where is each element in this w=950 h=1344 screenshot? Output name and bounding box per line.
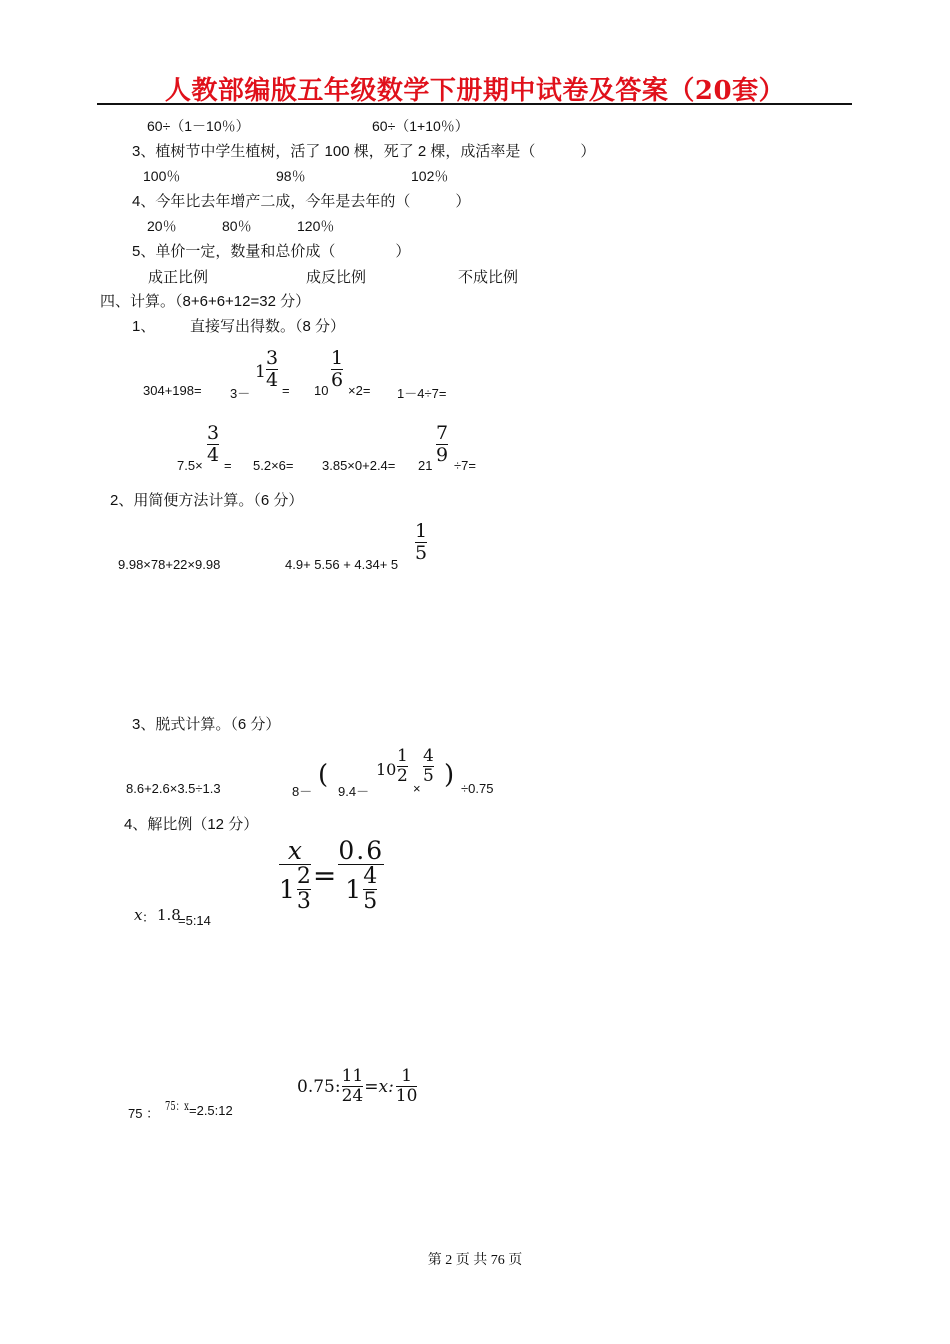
q4-option-a: 20％ bbox=[147, 218, 177, 234]
fraction-numerator: 4 bbox=[423, 746, 434, 766]
proportion-4-fraction-1 bbox=[342, 1068, 364, 1105]
direct-expr-5-prefix: 7.5× bbox=[177, 458, 203, 473]
sub1-number: 1、 bbox=[132, 318, 156, 335]
direct-expr-8-fraction bbox=[436, 424, 448, 465]
mixed-whole: 1 bbox=[279, 875, 295, 904]
mixed-fraction bbox=[363, 866, 377, 913]
proportion-2-equals: = bbox=[312, 859, 337, 892]
steps-expr-2-whole: 10 bbox=[376, 760, 397, 779]
direct-expr-8-prefix: 21 bbox=[418, 458, 433, 473]
fraction-denominator: 2 bbox=[397, 766, 408, 786]
mixed-whole: 1 bbox=[345, 875, 362, 904]
direct-expr-4: 1－4÷7= bbox=[397, 386, 447, 401]
direct-expr-8-suffix: ÷7= bbox=[454, 458, 476, 473]
q3-option-a: 100％ bbox=[143, 168, 181, 184]
proportion-2 bbox=[279, 838, 384, 913]
steps-paren-open: ( bbox=[318, 760, 329, 790]
fraction-numerator: 3 bbox=[207, 422, 220, 444]
proportion-2-right-denominator bbox=[345, 866, 377, 913]
fraction-numerator: 3 bbox=[266, 347, 279, 369]
simplify-expr-2-fraction bbox=[415, 522, 427, 563]
simplify-title: 2、用简便方法计算。（6 分） bbox=[110, 492, 304, 509]
fraction-numerator: 4 bbox=[363, 864, 378, 889]
simplify-expr-2: 4.9+ 5.56 + 4.34+ 5 bbox=[285, 557, 399, 572]
proportion-2-left bbox=[279, 838, 311, 913]
q4-option-b: 80％ bbox=[222, 218, 252, 234]
simplify-expr-1: 9.98×78+22×9.98 bbox=[118, 557, 221, 572]
q4-question: 4、今年比去年增产二成，今年是去年的（ ） bbox=[132, 193, 471, 210]
section-4-title: 四、计算。（8+6+6+12=32 分） bbox=[100, 293, 311, 310]
proportion-4-middle: =x: bbox=[364, 1076, 394, 1097]
direct-expr-3-fraction bbox=[331, 349, 343, 390]
direct-expr-6: 5.2×6= bbox=[253, 458, 294, 473]
steps-expr-2-end: ÷0.75 bbox=[461, 781, 494, 796]
direct-expr-2-equals: = bbox=[282, 383, 290, 398]
proportion-3-rest: =2.5:12 bbox=[189, 1103, 233, 1118]
fraction-numerator: 1 bbox=[415, 520, 428, 542]
direct-expr-5-fraction bbox=[207, 424, 219, 465]
direct-expr-2-whole: 1 bbox=[255, 362, 266, 382]
fraction-denominator: 3 bbox=[296, 889, 311, 914]
proportion-4 bbox=[297, 1068, 417, 1105]
steps-expr-2-times: × bbox=[413, 781, 421, 796]
q3-option-c: 102％ bbox=[411, 168, 449, 184]
q3-option-b: 98％ bbox=[276, 168, 306, 184]
direct-expr-2-prefix: 3－ bbox=[230, 386, 251, 401]
direct-expr-3-suffix: ×2= bbox=[348, 383, 371, 398]
steps-expr-2-fraction-1 bbox=[397, 748, 408, 785]
proportion-4-left: 0.75: bbox=[297, 1076, 341, 1097]
fraction-denominator: 4 bbox=[266, 369, 279, 391]
proportion-2-right bbox=[338, 838, 384, 913]
proportion-4-fraction-2 bbox=[396, 1068, 418, 1105]
page-title: 人教部编版五年级数学下册期中试卷及答案（20套） bbox=[164, 76, 786, 106]
proportion-2-right-numerator: 0.6 bbox=[338, 836, 385, 865]
fraction-denominator: 24 bbox=[341, 1086, 364, 1106]
direct-expr-3-prefix: 10 bbox=[314, 383, 329, 398]
q5-option-c: 不成比例 bbox=[458, 269, 519, 286]
fraction-denominator: 5 bbox=[363, 889, 378, 914]
fraction-numerator: 2 bbox=[296, 864, 311, 889]
fraction-numerator: 1 bbox=[401, 1066, 413, 1086]
direct-expr-7: 3.85×0+2.4= bbox=[322, 458, 396, 473]
steps-title: 3、脱式计算。（6 分） bbox=[132, 716, 281, 733]
mixed-fraction bbox=[297, 866, 311, 913]
q5-question: 5、单价一定，数量和总价成（ ） bbox=[132, 243, 411, 260]
fraction-numerator: 1 bbox=[397, 746, 408, 766]
steps-paren-close: ) bbox=[444, 760, 455, 790]
fraction-numerator: 1 bbox=[331, 347, 344, 369]
direct-expr-2-fraction bbox=[266, 349, 278, 390]
proportion-3-small: 75：x bbox=[165, 1099, 189, 1113]
proportion-2-left-numerator: x bbox=[287, 836, 302, 865]
proportion-1-value: 1.8 bbox=[157, 906, 181, 924]
page-footer: 第 2 页 共 76 页 bbox=[427, 1253, 523, 1268]
fraction-denominator: 9 bbox=[436, 444, 449, 466]
proportion-title: 4、解比例（12 分） bbox=[124, 816, 259, 833]
fraction-denominator: 10 bbox=[395, 1086, 418, 1106]
proportion-2-left-denominator bbox=[279, 866, 311, 913]
q4-option-c: 120％ bbox=[297, 218, 335, 234]
sub1-title: 直接写出得数。（8 分） bbox=[190, 318, 346, 335]
proportion-1-x: x bbox=[134, 906, 143, 924]
proportion-3-prefix: 75 ： bbox=[128, 1106, 160, 1121]
fraction-denominator: 5 bbox=[423, 766, 434, 786]
direct-expr-5-equals: = bbox=[224, 458, 232, 473]
fraction-numerator: 11 bbox=[341, 1066, 364, 1086]
q5-option-a: 成正比例 bbox=[148, 269, 209, 286]
q2-option-a: 60÷（1－10％） bbox=[147, 118, 250, 134]
steps-expr-1: 8.6+2.6×3.5÷1.3 bbox=[126, 781, 221, 796]
fraction-denominator: 6 bbox=[331, 369, 344, 391]
steps-expr-2-inner: 9.4－ bbox=[338, 784, 370, 799]
steps-expr-2-start: 8－ bbox=[292, 784, 313, 799]
proportion-1-rest: =5:14 bbox=[178, 913, 211, 928]
proportion-1-colon: ： bbox=[142, 910, 156, 925]
steps-expr-2-fraction-2 bbox=[423, 748, 434, 785]
fraction-bar bbox=[338, 864, 384, 865]
title-underline bbox=[97, 103, 852, 105]
direct-expr-1: 304+198= bbox=[143, 383, 202, 398]
q5-option-b: 成反比例 bbox=[306, 269, 367, 286]
fraction-denominator: 5 bbox=[415, 542, 428, 564]
q2-option-b: 60÷（1+10％） bbox=[372, 118, 469, 134]
fraction-denominator: 4 bbox=[207, 444, 220, 466]
q3-question: 3、植树节中学生植树，活了 100 棵，死了 2 棵，成活率是（ ） bbox=[132, 143, 596, 160]
fraction-numerator: 7 bbox=[436, 422, 449, 444]
